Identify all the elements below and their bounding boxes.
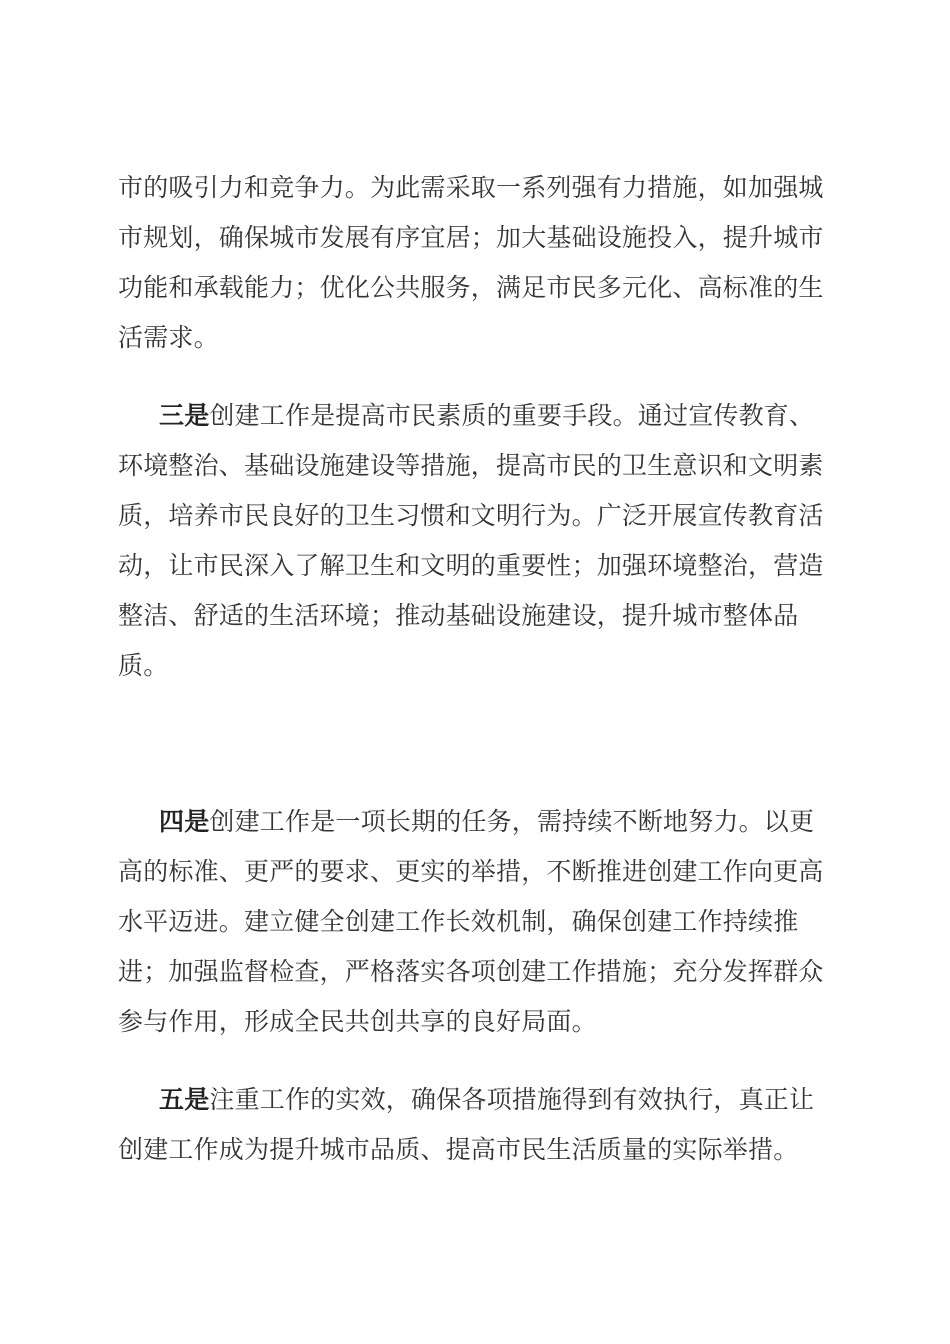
paragraph-continuation bbox=[118, 163, 830, 363]
paragraph-lead: 三是 bbox=[159, 401, 210, 430]
paragraph-text: 创建工作是一项长期的任务，需持续不断地努力。以更高的标准、更严的要求、更实的举措，不断推进创建工作向更高水平迈进。建立健全创建工作长效机制，确保创建工作持续推进；加强监督检查，严格落实各项创建工作措施；充分发挥群众参与作用，形成全民共创共享的良好局面。 bbox=[118, 807, 824, 1036]
paragraph-point-three bbox=[118, 391, 830, 691]
paragraph-point-five bbox=[118, 1075, 830, 1175]
paragraph-lead: 五是 bbox=[159, 1085, 210, 1114]
paragraph-text: 注重工作的实效，确保各项措施得到有效执行，真正让创建工作成为提升城市品质、提高市民生活质量的实际举措。 bbox=[118, 1085, 815, 1164]
paragraph-lead: 四是 bbox=[159, 807, 210, 836]
paragraph-text: 市的吸引力和竞争力。为此需采取一系列强有力措施，如加强城市规划，确保城市发展有序宜居；加大基础设施投入，提升城市功能和承载能力；优化公共服务，满足市民多元化、高标准的生活需求。 bbox=[118, 173, 824, 352]
paragraph-text: 创建工作是提高市民素质的重要手段。通过宣传教育、环境整治、基础设施建设等措施，提高市民的卫生意识和文明素质，培养市民良好的卫生习惯和文明行为。广泛开展宣传教育活动，让市民深入了解卫生和文明的重要性；加强环境整治，营造整洁、舒适的生活环境；推动基础设施建设，提升城市整体品质。 bbox=[118, 401, 824, 680]
paragraph-point-four bbox=[118, 797, 830, 1047]
